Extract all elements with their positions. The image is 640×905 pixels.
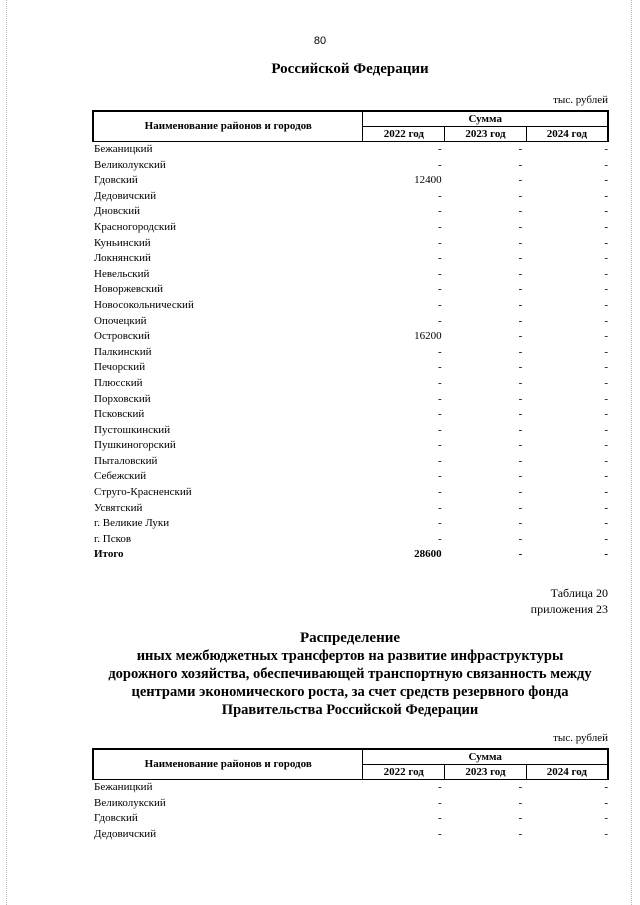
table-caption-number: Таблица 20 — [550, 586, 608, 600]
row-value-1: - — [438, 486, 442, 499]
table-row — [93, 158, 608, 174]
row-value-1: - — [438, 220, 442, 233]
row-value-3: - — [604, 283, 608, 296]
table-row — [93, 780, 608, 796]
row-name: Пыталовский — [94, 454, 158, 467]
left-margin-dots — [6, 0, 7, 905]
row-value-2: - — [518, 439, 523, 452]
row-value-2: - — [518, 220, 523, 233]
table-row — [93, 516, 608, 532]
row-name: Палкинский — [94, 345, 152, 358]
row-value-1: - — [437, 812, 442, 825]
row-value-3: - — [604, 252, 608, 265]
section-title-line: Распределение — [299, 630, 401, 646]
table-row — [93, 811, 608, 827]
row-value-2: - — [518, 174, 523, 187]
row-value-2: - — [518, 517, 523, 530]
section-title-line: центрами экономического роста, за счет средств резервного фонда — [131, 684, 569, 700]
row-value-3: - — [604, 827, 608, 840]
row-value-3: - — [604, 548, 608, 561]
row-value-2: - — [518, 392, 523, 405]
table-row — [93, 423, 608, 439]
row-name: Новосокольнический — [94, 298, 194, 311]
row-name: Гдовский — [94, 812, 138, 825]
table-row — [93, 173, 608, 189]
row-value-2: - — [518, 314, 523, 327]
row-value-3: - — [604, 143, 608, 155]
row-name: Усвятский — [94, 501, 143, 514]
row-name: Красногородский — [94, 220, 177, 233]
table2-header-year: 2023 год — [445, 765, 527, 780]
row-name: Невельский — [94, 267, 150, 280]
row-value-2: - — [518, 158, 523, 171]
row-value-3: - — [604, 361, 608, 374]
row-value-2: - — [518, 796, 523, 809]
row-value-1: - — [438, 236, 442, 249]
row-value-1: - — [438, 267, 442, 280]
table-row — [93, 329, 608, 345]
row-value-1: 12400 — [414, 174, 442, 187]
row-value-1: - — [438, 361, 442, 374]
page-number: 80 — [313, 35, 327, 47]
row-value-3: - — [604, 454, 608, 467]
table1-header-year: 2023 год — [445, 127, 527, 142]
row-value-2: - — [518, 501, 523, 514]
row-name: Итого — [94, 548, 124, 561]
row-value-3: - — [604, 392, 608, 405]
row-value-3: - — [604, 812, 608, 825]
table-row — [93, 189, 608, 205]
row-name: Бежаницкий — [94, 143, 153, 155]
row-value-2: - — [518, 827, 523, 840]
row-value-1: - — [438, 470, 442, 483]
row-value-1: - — [437, 827, 442, 840]
row-value-1: 16200 — [414, 330, 442, 343]
row-value-1: - — [438, 189, 442, 202]
table-row — [93, 485, 608, 501]
table-row — [93, 469, 608, 485]
row-name: Плюсский — [94, 376, 143, 389]
row-name: г. Великие Луки — [94, 517, 170, 530]
table-total-row — [93, 547, 608, 563]
row-name: Великолукский — [94, 796, 166, 809]
row-name: Великолукский — [94, 158, 166, 171]
row-name: Псковский — [94, 408, 145, 421]
row-value-2: - — [518, 423, 523, 436]
table1-header-year: 2022 год — [363, 127, 445, 142]
table2-units: тыс. рублей — [553, 732, 608, 744]
row-value-3: - — [604, 205, 608, 218]
table-row — [93, 827, 608, 843]
row-value-2: - — [518, 408, 523, 421]
table2-header-year: 2022 год — [363, 765, 445, 780]
row-value-1: - — [438, 392, 442, 405]
table-caption — [531, 585, 608, 617]
row-name: Куньинский — [94, 236, 151, 249]
row-value-1: - — [438, 423, 442, 436]
row-value-2: - — [518, 812, 523, 825]
row-value-1: - — [438, 345, 442, 358]
row-value-1: - — [438, 454, 442, 467]
table-row — [93, 438, 608, 454]
table2-header-sum: Сумма — [363, 749, 608, 765]
row-value-3: - — [604, 330, 608, 343]
row-value-2: - — [518, 781, 523, 793]
section-title — [70, 629, 630, 719]
table-row — [93, 345, 608, 361]
row-value-1: 28600 — [414, 548, 442, 561]
row-value-2: - — [518, 361, 523, 374]
table-row — [93, 454, 608, 470]
row-value-2: - — [518, 454, 523, 467]
row-name: Бежаницкий — [94, 781, 153, 793]
row-value-3: - — [604, 376, 608, 389]
table-row — [93, 298, 608, 314]
table2 — [92, 748, 609, 842]
row-value-1: - — [438, 532, 442, 545]
row-value-2: - — [518, 283, 523, 296]
table-row — [93, 204, 608, 220]
row-value-1: - — [438, 252, 442, 265]
row-name: Гдовский — [94, 174, 138, 187]
row-value-3: - — [604, 796, 608, 809]
table-row — [93, 501, 608, 517]
row-value-1: - — [438, 408, 442, 421]
table2-header-year: 2024 год — [526, 765, 608, 780]
table-row — [93, 236, 608, 252]
row-name: Новоржевский — [94, 283, 164, 296]
page-heading: Российской Федерации — [271, 61, 429, 77]
table-row — [93, 360, 608, 376]
row-name: Пустошкинский — [94, 423, 171, 436]
row-value-2: - — [518, 298, 523, 311]
row-value-1: - — [438, 517, 442, 530]
row-name: Себежский — [94, 470, 147, 483]
row-name: г. Псков — [94, 532, 132, 545]
table-row — [93, 282, 608, 298]
table1-header-year: 2024 год — [526, 127, 608, 142]
table1-header-sum: Сумма — [363, 111, 608, 127]
row-value-2: - — [518, 376, 523, 389]
row-value-3: - — [604, 267, 608, 280]
table-row — [93, 267, 608, 283]
row-value-1: - — [438, 314, 442, 327]
row-name: Островский — [94, 330, 150, 343]
row-value-3: - — [604, 439, 608, 452]
row-value-2: - — [518, 345, 523, 358]
table1-units: тыс. рублей — [553, 94, 608, 106]
row-value-3: - — [604, 532, 608, 545]
row-value-3: - — [604, 423, 608, 436]
row-value-1: - — [438, 298, 442, 311]
row-value-1: - — [438, 376, 442, 389]
section-title-line: иных межбюджетных трансфертов на развитие инфраструктуры — [136, 648, 564, 664]
row-value-2: - — [518, 267, 523, 280]
table-row — [93, 376, 608, 392]
row-value-1: - — [438, 158, 442, 171]
table-caption-appendix: приложения 23 — [530, 602, 608, 616]
table-row — [93, 407, 608, 423]
row-value-3: - — [604, 781, 608, 793]
row-value-2: - — [518, 330, 523, 343]
table2-header-name: Наименование районов и городов — [93, 749, 363, 780]
row-value-1: - — [438, 143, 442, 155]
row-name: Дедовичский — [94, 189, 157, 202]
row-value-3: - — [604, 236, 608, 249]
row-value-2: - — [518, 236, 523, 249]
row-name: Опочецкий — [94, 314, 147, 327]
row-value-3: - — [604, 517, 608, 530]
row-name: Пушкиногорский — [94, 439, 176, 452]
row-name: Порховский — [94, 392, 151, 405]
row-value-3: - — [604, 486, 608, 499]
row-value-2: - — [518, 143, 523, 155]
row-value-3: - — [604, 158, 608, 171]
table-row — [93, 532, 608, 548]
row-value-3: - — [604, 501, 608, 514]
row-value-1: - — [438, 439, 442, 452]
row-value-3: - — [604, 314, 608, 327]
row-name: Дновский — [94, 205, 141, 218]
section-title-line: Правительства Российской Федерации — [221, 702, 479, 718]
row-name: Печорский — [94, 361, 146, 374]
row-value-1: - — [437, 796, 442, 809]
row-value-2: - — [518, 252, 523, 265]
table-row — [93, 251, 608, 267]
table1-header-name: Наименование районов и городов — [93, 111, 363, 142]
row-value-1: - — [437, 781, 442, 793]
row-name: Локнянский — [94, 252, 151, 265]
row-name: Струго-Красненский — [94, 486, 192, 499]
row-value-1: - — [438, 501, 442, 514]
row-value-2: - — [518, 205, 523, 218]
table-row — [93, 392, 608, 408]
row-value-3: - — [604, 345, 608, 358]
row-value-3: - — [604, 189, 608, 202]
table1 — [92, 110, 609, 563]
row-value-3: - — [604, 220, 608, 233]
section-title-line: дорожного хозяйства, обеспечивающей транспортную связанность между — [108, 666, 592, 682]
row-value-2: - — [518, 470, 523, 483]
row-value-3: - — [604, 408, 608, 421]
row-value-2: - — [518, 548, 523, 561]
row-value-2: - — [518, 189, 523, 202]
row-value-1: - — [438, 283, 442, 296]
row-value-3: - — [604, 470, 608, 483]
row-value-3: - — [604, 174, 608, 187]
row-name: Дедовичский — [94, 827, 157, 840]
table-row — [93, 220, 608, 236]
right-margin-dots — [631, 0, 632, 905]
table-row — [93, 142, 608, 158]
table-row — [93, 314, 608, 330]
row-value-3: - — [604, 298, 608, 311]
row-value-2: - — [518, 532, 523, 545]
row-value-2: - — [518, 486, 523, 499]
table-row — [93, 796, 608, 812]
row-value-1: - — [438, 205, 442, 218]
